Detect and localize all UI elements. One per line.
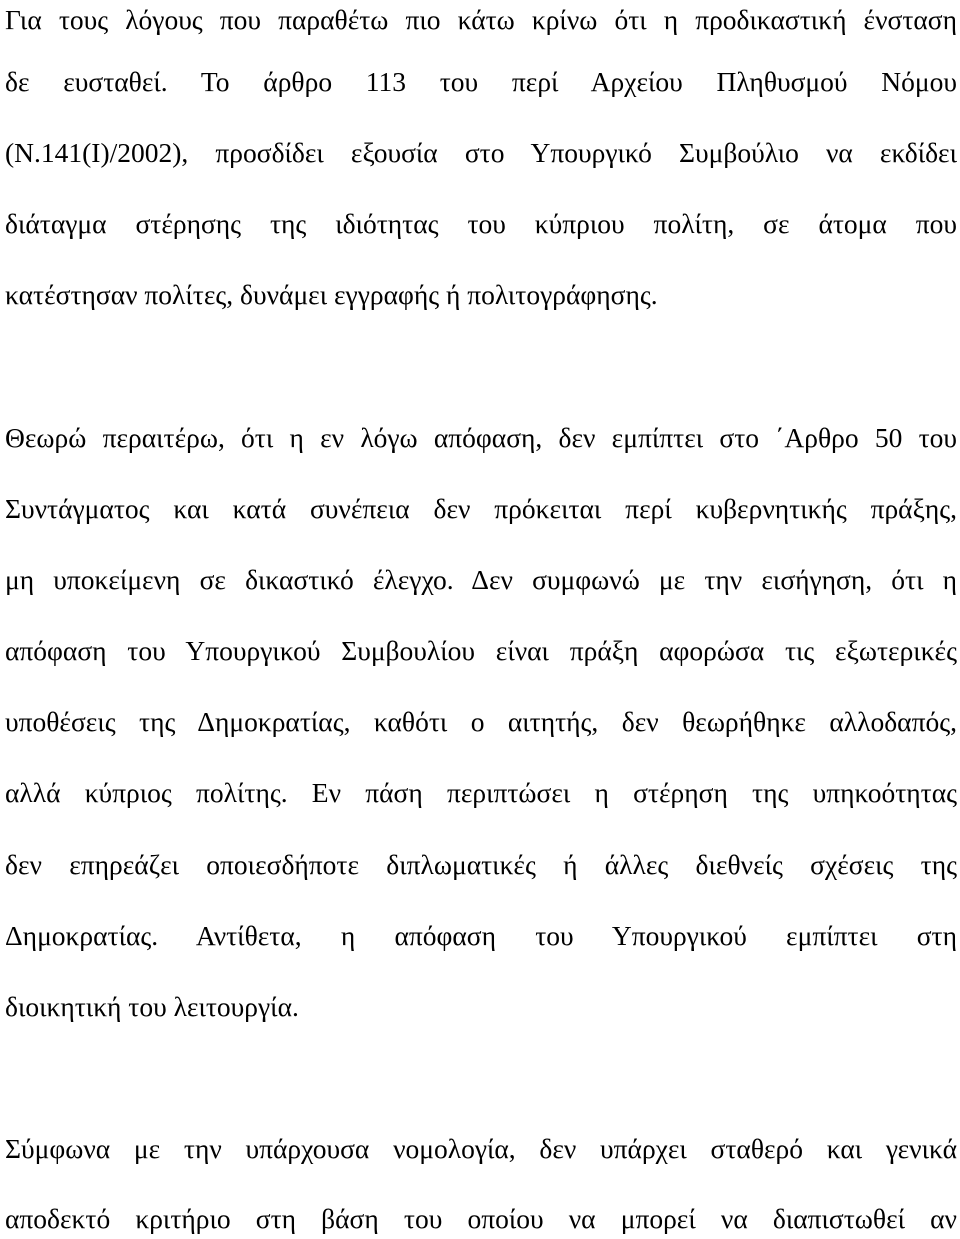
text-line: Δημοκρατίας. Αντίθετα, η απόφαση του Υπουργικού εμπίπτει στη [5, 920, 957, 951]
text-line: Για τους λόγους που παραθέτω πιο κάτω κρίνω ότι η προδικαστική ένσταση [5, 4, 957, 35]
text-line: δε ευσταθεί. Το άρθρο 113 του περί Αρχείου Πληθυσμού Νόμου [5, 66, 957, 97]
text-line: αποδεκτό κριτήριο στη βάση του οποίου να μπορεί να διαπιστωθεί αν [5, 1203, 957, 1234]
text-line: υποθέσεις της Δημοκρατίας, καθότι ο αιτητής, δεν θεωρήθηκε αλλοδαπός, [5, 706, 957, 737]
text-line: δεν επηρεάζει οποιεσδήποτε διπλωματικές ή άλλες διεθνείς σχέσεις της [5, 849, 957, 880]
text-line: Συντάγματος και κατά συνέπεια δεν πρόκειται περί κυβερνητικής πράξης, [5, 493, 957, 524]
text-line: (Ν.141(Ι)/2002), προσδίδει εξουσία στο Υπουργικό Συμβούλιο να εκδίδει [5, 137, 957, 168]
text-line: διοικητική του λειτουργία. [5, 991, 299, 1022]
text-line: διάταγμα στέρησης της ιδιότητας του κύπριου πολίτη, σε άτομα που [5, 208, 957, 239]
text-line: Θεωρώ περαιτέρω, ότι η εν λόγω απόφαση, δεν εμπίπτει στο ΄Αρθρο 50 του [5, 422, 957, 453]
text-line: αλλά κύπριος πολίτης. Εν πάση περιπτώσει η στέρηση της υπηκοότητας [5, 777, 957, 808]
text-line: Σύμφωνα με την υπάρχουσα νομολογία, δεν υπάρχει σταθερό και γενικά [5, 1133, 957, 1164]
text-line: κατέστησαν πολίτες, δυνάμει εγγραφής ή πολιτογράφησης. [5, 279, 658, 310]
text-line: απόφαση του Υπουργικού Συμβουλίου είναι πράξη αφορώσα τις εξωτερικές [5, 635, 957, 666]
text-line: μη υποκείμενη σε δικαστικό έλεγχο. Δεν συμφωνώ με την εισήγηση, ότι η [5, 564, 957, 595]
